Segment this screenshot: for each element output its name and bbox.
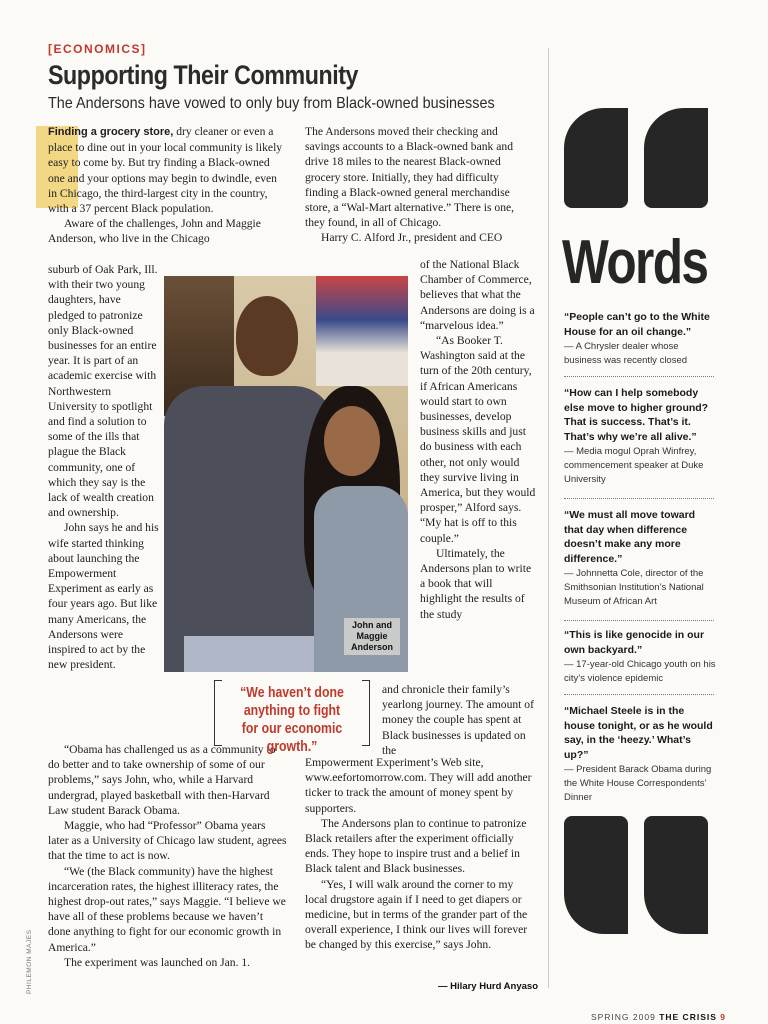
body-text: John says he and his wife started thinking about launching the Empowerment Experiment as early as four years ago. But like many Americans, the Andersons were inspired to act by the new president.	[48, 521, 159, 672]
article-column-left-bottom	[48, 742, 288, 970]
body-text: Harry C. Alford Jr., president and CEO	[321, 231, 503, 245]
magazine-name: THE CRISIS	[659, 1012, 717, 1022]
body-text: dry cleaner or even a place to dine out in your local community is likely easy to come by. But try finding a Black-owned one and your options may begin to dwindle, even in Chicago, the third-largest city in the country, with a 37 percent Black population.	[48, 125, 283, 216]
bracket-right	[362, 680, 370, 746]
article-column-left-narrow	[48, 262, 160, 672]
quote-source: — A Chrysler dealer whose business was recently closed	[564, 341, 688, 366]
photo-credit: PHILEMON MAJES	[26, 929, 33, 994]
quote-text: “People can’t go to the White House for an oil change.”	[564, 311, 710, 338]
wall-poster	[316, 276, 408, 386]
quote-item	[564, 508, 716, 609]
quote-text: “This is like genocide in our own backyard.”	[564, 629, 705, 656]
body-text: Maggie, who had “Professor” Obama years later as a University of Chicago law student, agrees that the time to act is now.	[48, 819, 287, 863]
body-text: suburb of Oak Park, Ill. with their two young daughters, have pledged to patronize only Black-owned businesses for an entire year. It is part of an academic exercise with Northwestern University to spotlight and find a solution to some of the ills that plague the Black community, one of which they say is the lack of wealth creation and ownership.	[48, 263, 158, 520]
body-text: “We (the Black community) have the highest incarceration rates, the highest illiteracy rates, the highest drop-out rates,” says Maggie. “I believe we have all of these problems because we haven’t done anything to fight for our economic growth in America.”	[48, 864, 286, 954]
quote-separator	[564, 694, 714, 695]
quote-source: — 17-year-old Chicago youth on his city’s violence epidemic	[564, 659, 716, 684]
body-text: Ultimately, the Andersons plan to write a book that will highlight the results of the study	[420, 546, 532, 621]
quote-separator	[564, 376, 714, 377]
body-text: The Andersons plan to continue to patronize Black retailers after the experiment officially ends. They hope to inspire trust and a belief in Black talent and Black businesses.	[305, 816, 527, 876]
body-text: “Yes, I will walk around the corner to my local drugstore again if I need to get diapers or medicine, but in terms of the grander part of the overall experience, I think our lives will forever be changed by this exercise,” says John.	[305, 877, 528, 952]
body-text: The experiment was launched on Jan. 1.	[64, 955, 251, 969]
body-text: and chronicle their family’s yearlong journey. The amount of money the couple has spent at Black businesses is updated on the	[382, 683, 534, 757]
sidebar-title: Words	[562, 228, 708, 297]
quote-item	[564, 704, 716, 805]
article-column-right-lower	[305, 755, 535, 953]
issue-date: SPRING 2009	[590, 1012, 656, 1022]
words-sidebar	[556, 104, 724, 984]
quote-text: “How can I help somebody else move to higher ground? That is success. That’s it. That’s why we’re all alive.”	[564, 387, 709, 443]
body-text: Aware of the challenges, John and Maggie Anderson, who live in the Chicago	[48, 217, 261, 246]
quote-source: — Media mogul Oprah Winfrey, commencement speaker at Duke University	[564, 446, 704, 485]
quote-text: “Michael Steele is in the house tonight, or as he would say, in the ‘heezy.’ What’s up?”	[564, 705, 713, 761]
body-text: Empowerment Experiment’s Web site, www.eefortomorrow.com. They will add another ticker to track the amount of money spent by supporters.	[305, 756, 532, 815]
bracket-left	[214, 680, 222, 746]
body-text: of the National Black Chamber of Commerce, believes that what the Andersons are doing is a “marvelous idea.”	[420, 258, 535, 332]
quote-item	[564, 310, 716, 368]
article-column-right-narrow	[420, 257, 536, 622]
quote-separator	[564, 620, 714, 621]
pull-quote	[214, 680, 370, 755]
pull-quote-text: “We haven’t done anything to fight for our economic growth.”	[240, 684, 344, 755]
open-quote-icon	[560, 108, 712, 208]
deck-subtitle: The Andersons have vowed to only buy from Black-owned businesses	[48, 95, 495, 112]
quote-text: “We must all move toward that day when difference doesn’t make any more difference.”	[564, 509, 696, 565]
quote-separator	[564, 498, 714, 499]
byline: — Hilary Hurd Anyaso	[438, 981, 538, 992]
close-quote-icon	[560, 816, 712, 936]
article-column-left-top	[48, 124, 288, 247]
quote-source: — Johnnetta Cole, director of the Smithsonian Institution’s National Museum of African Art	[564, 568, 704, 607]
lead-in: Finding a grocery store,	[48, 126, 174, 138]
body-text: “As Booker T. Washington said at the turn of the 20th century, if African Americans would start to own businesses, develop business skills and just do business with each other, not only would they survive living in America, but they would prosper,” Alford says. “My hat is off to this couple.”	[420, 334, 536, 545]
headline: Supporting Their Community	[48, 60, 359, 90]
article-column-right-bottom	[382, 682, 536, 758]
body-text: The Andersons moved their checking and savings accounts to a Black-owned bank and drive 18 miles to the nearest Black-owned grocery store. Initially, they had difficulty finding a Black-owned general merchandise store, a “Wal-Mart alternative.” There is one, they found, in all of Chicago.	[305, 125, 515, 230]
woman-face	[324, 406, 380, 476]
page-number: 9	[720, 1012, 726, 1022]
quote-item	[564, 628, 716, 686]
page-folio	[591, 1012, 726, 1022]
man-head	[236, 296, 298, 376]
quote-item	[564, 386, 716, 487]
quote-source: — President Barack Obama during the White House Correspondents’ Dinner	[564, 764, 712, 803]
body-text: “Obama has challenged us as a community to do better and to take ownership of some of our problems,” says John, who, while a Harvard undergrad, played basketball with then-Harvard Law student Barack Obama.	[48, 743, 276, 817]
column-divider	[548, 48, 549, 988]
photo-caption: John and Maggie Anderson	[344, 618, 400, 655]
article-column-right-top	[305, 124, 535, 246]
couple-photo	[164, 276, 408, 672]
section-tag: [ECONOMICS]	[48, 42, 147, 56]
